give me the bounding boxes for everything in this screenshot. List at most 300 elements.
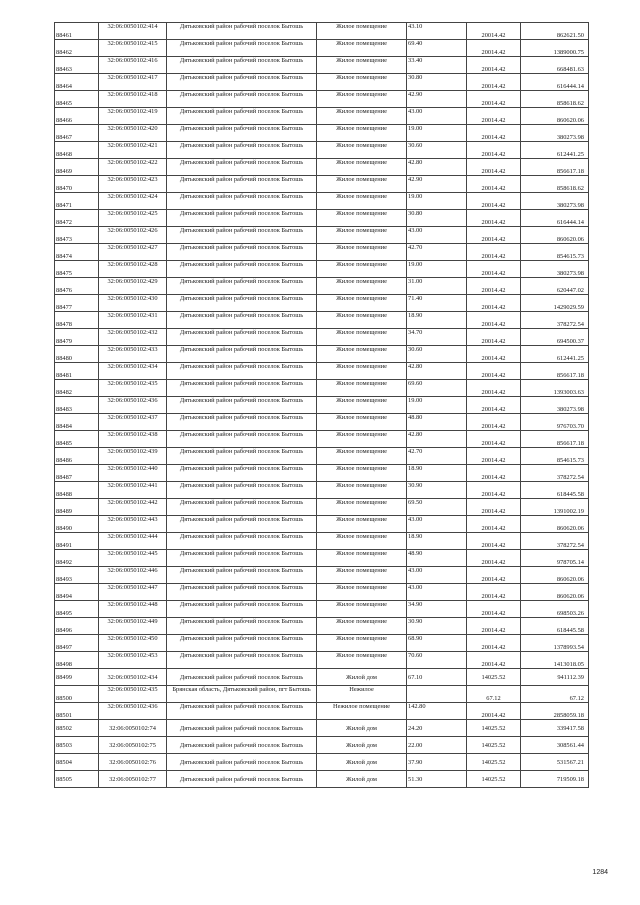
rate-cell: 20014.42 xyxy=(467,108,521,125)
area-cell: 42.80 xyxy=(407,363,467,380)
address-cell: Дятьковский район рабочий поселок Бытошь xyxy=(167,720,317,737)
cadastral-number-cell: 32:06:0050102:424 xyxy=(99,193,167,210)
cadastral-value-cell: 941112.39 xyxy=(521,669,589,686)
cadastral-value-cell: 308561.44 xyxy=(521,737,589,754)
area-cell: 43.00 xyxy=(407,584,467,601)
table-row xyxy=(55,465,589,482)
row-number-cell: 88462 xyxy=(55,40,99,57)
cadastral-number-cell: 32:06:0050102:449 xyxy=(99,618,167,635)
table-row xyxy=(55,108,589,125)
address-cell: Дятьковский район рабочий поселок Бытошь xyxy=(167,771,317,788)
address-cell: Дятьковский район рабочий поселок Бытошь xyxy=(167,176,317,193)
cadastral-value-cell: 862621.50 xyxy=(521,23,589,40)
address-cell: Дятьковский район рабочий поселок Бытошь xyxy=(167,618,317,635)
address-cell: Дятьковский район рабочий поселок Бытошь xyxy=(167,567,317,584)
row-number-cell: 88485 xyxy=(55,431,99,448)
table-row xyxy=(55,193,589,210)
property-type-cell: Жилой дом xyxy=(317,754,407,771)
area-cell: 34.90 xyxy=(407,601,467,618)
rate-cell: 20014.42 xyxy=(467,397,521,414)
area-cell: 19.00 xyxy=(407,125,467,142)
row-number-cell: 88488 xyxy=(55,482,99,499)
cadastral-number-cell: 32:06:0050102:430 xyxy=(99,295,167,312)
area-cell: 42.90 xyxy=(407,91,467,108)
area-cell: 43.00 xyxy=(407,567,467,584)
rate-cell: 20014.42 xyxy=(467,550,521,567)
address-cell: Дятьковский район рабочий поселок Бытошь xyxy=(167,261,317,278)
property-table xyxy=(54,22,589,788)
cadastral-number-cell: 32:06:0050102:427 xyxy=(99,244,167,261)
row-number-cell: 88472 xyxy=(55,210,99,227)
table-row xyxy=(55,533,589,550)
cadastral-value-cell: 380273.98 xyxy=(521,261,589,278)
area-cell: 30.90 xyxy=(407,482,467,499)
cadastral-value-cell: 1389000.75 xyxy=(521,40,589,57)
rate-cell: 20014.42 xyxy=(467,346,521,363)
area-cell: 37.90 xyxy=(407,754,467,771)
rate-cell: 14025.52 xyxy=(467,737,521,754)
row-number-cell: 88502 xyxy=(55,720,99,737)
row-number-cell: 88466 xyxy=(55,108,99,125)
cadastral-value-cell: 612441.25 xyxy=(521,142,589,159)
cadastral-number-cell: 32:06:0050102:421 xyxy=(99,142,167,159)
table-row xyxy=(55,516,589,533)
row-number-cell: 88480 xyxy=(55,346,99,363)
address-cell: Дятьковский район рабочий поселок Бытошь xyxy=(167,754,317,771)
area-cell: 30.90 xyxy=(407,618,467,635)
row-number-cell: 88476 xyxy=(55,278,99,295)
property-type-cell: Жилое помещение xyxy=(317,397,407,414)
rate-cell: 20014.42 xyxy=(467,448,521,465)
address-cell: Дятьковский район рабочий поселок Бытошь xyxy=(167,142,317,159)
address-cell: Дятьковский район рабочий поселок Бытошь xyxy=(167,57,317,74)
property-type-cell: Жилое помещение xyxy=(317,414,407,431)
property-type-cell: Жилое помещение xyxy=(317,567,407,584)
property-type-cell: Жилое помещение xyxy=(317,618,407,635)
row-number-cell: 88471 xyxy=(55,193,99,210)
property-type-cell: Жилое помещение xyxy=(317,601,407,618)
table-row xyxy=(55,295,589,312)
cadastral-value-cell: 698503.26 xyxy=(521,601,589,618)
cadastral-value-cell: 860620.06 xyxy=(521,516,589,533)
address-cell: Дятьковский район рабочий поселок Бытошь xyxy=(167,533,317,550)
cadastral-value-cell: 854615.73 xyxy=(521,448,589,465)
property-type-cell: Жилое помещение xyxy=(317,499,407,516)
area-cell: 42.70 xyxy=(407,244,467,261)
address-cell: Дятьковский район рабочий поселок Бытошь xyxy=(167,397,317,414)
cadastral-value-cell: 978705.14 xyxy=(521,550,589,567)
property-type-cell: Жилое помещение xyxy=(317,312,407,329)
area-cell: 69.40 xyxy=(407,40,467,57)
area-cell: 30.60 xyxy=(407,142,467,159)
cadastral-value-cell: 858618.62 xyxy=(521,91,589,108)
property-type-cell: Жилое помещение xyxy=(317,193,407,210)
rate-cell: 20014.42 xyxy=(467,312,521,329)
rate-cell: 20014.42 xyxy=(467,329,521,346)
row-number-cell: 88500 xyxy=(55,686,99,703)
cadastral-number-cell: 32:06:0050102:417 xyxy=(99,74,167,91)
table-row xyxy=(55,737,589,754)
cadastral-value-cell: 67.12 xyxy=(521,686,589,703)
area-cell: 19.00 xyxy=(407,193,467,210)
address-cell: Дятьковский район рабочий поселок Бытошь xyxy=(167,159,317,176)
property-type-cell: Жилое помещение xyxy=(317,227,407,244)
cadastral-value-cell: 378272.54 xyxy=(521,533,589,550)
row-number-cell: 88490 xyxy=(55,516,99,533)
rate-cell: 14025.52 xyxy=(467,720,521,737)
table-row xyxy=(55,159,589,176)
address-cell: Дятьковский район рабочий поселок Бытошь xyxy=(167,431,317,448)
table-row xyxy=(55,754,589,771)
area-cell: 30.80 xyxy=(407,210,467,227)
cadastral-number-cell: 32:06:0050102:419 xyxy=(99,108,167,125)
row-number-cell: 88493 xyxy=(55,567,99,584)
property-type-cell: Жилое помещение xyxy=(317,23,407,40)
cadastral-number-cell: 32:06:0050102:418 xyxy=(99,91,167,108)
rate-cell: 20014.42 xyxy=(467,499,521,516)
cadastral-number-cell: 32:06:0050102:433 xyxy=(99,346,167,363)
cadastral-number-cell: 32:06:0050102:75 xyxy=(99,737,167,754)
cadastral-value-cell: 1391002.19 xyxy=(521,499,589,516)
page-number: 1284 xyxy=(592,869,608,876)
area-cell: 43.10 xyxy=(407,23,467,40)
property-type-cell: Жилой дом xyxy=(317,771,407,788)
property-type-cell: Жилой дом xyxy=(317,737,407,754)
property-type-cell: Жилое помещение xyxy=(317,91,407,108)
table-row xyxy=(55,227,589,244)
cadastral-value-cell: 620447.02 xyxy=(521,278,589,295)
area-cell: 18.90 xyxy=(407,312,467,329)
address-cell: Дятьковский район рабочий поселок Бытошь xyxy=(167,482,317,499)
area-cell: 142.80 xyxy=(407,703,467,720)
property-type-cell: Жилое помещение xyxy=(317,244,407,261)
rate-cell: 20014.42 xyxy=(467,210,521,227)
area-cell: 43.00 xyxy=(407,516,467,533)
rate-cell: 20014.42 xyxy=(467,431,521,448)
cadastral-number-cell: 32:06:0050102:445 xyxy=(99,550,167,567)
address-cell: Дятьковский район рабочий поселок Бытошь xyxy=(167,23,317,40)
rate-cell: 20014.42 xyxy=(467,193,521,210)
row-number-cell: 88486 xyxy=(55,448,99,465)
cadastral-value-cell: 612441.25 xyxy=(521,346,589,363)
cadastral-number-cell: 32:06:0050102:453 xyxy=(99,652,167,669)
row-number-cell: 88492 xyxy=(55,550,99,567)
address-cell: Брянская область, Дятьковский район, пгт Бытошь xyxy=(167,686,317,703)
property-type-cell: Жилое помещение xyxy=(317,448,407,465)
cadastral-value-cell: 378272.54 xyxy=(521,312,589,329)
property-type-cell: Жилой дом xyxy=(317,720,407,737)
rate-cell: 20014.42 xyxy=(467,703,521,720)
area-cell: 30.80 xyxy=(407,74,467,91)
address-cell: Дятьковский район рабочий поселок Бытошь xyxy=(167,244,317,261)
area-cell: 42.70 xyxy=(407,448,467,465)
address-cell: Дятьковский район рабочий поселок Бытошь xyxy=(167,499,317,516)
property-type-cell: Жилое помещение xyxy=(317,465,407,482)
cadastral-number-cell: 32:06:0050102:438 xyxy=(99,431,167,448)
cadastral-value-cell: 616444.14 xyxy=(521,210,589,227)
address-cell: Дятьковский район рабочий поселок Бытошь xyxy=(167,193,317,210)
address-cell: Дятьковский район рабочий поселок Бытошь xyxy=(167,91,317,108)
cadastral-number-cell: 32:06:0050102:442 xyxy=(99,499,167,516)
cadastral-number-cell: 32:06:0050102:422 xyxy=(99,159,167,176)
property-type-cell: Нежилое помещение xyxy=(317,703,407,720)
table-row xyxy=(55,720,589,737)
rate-cell: 20014.42 xyxy=(467,635,521,652)
cadastral-number-cell: 32:06:0050102:414 xyxy=(99,23,167,40)
table-row xyxy=(55,278,589,295)
address-cell: Дятьковский район рабочий поселок Бытошь xyxy=(167,295,317,312)
table-row xyxy=(55,618,589,635)
area-cell: 22.00 xyxy=(407,737,467,754)
rate-cell: 20014.42 xyxy=(467,159,521,176)
table-row xyxy=(55,550,589,567)
cadastral-number-cell: 32:06:0050102:434 xyxy=(99,363,167,380)
cadastral-value-cell: 860620.06 xyxy=(521,567,589,584)
cadastral-number-cell: 32:06:0050102:415 xyxy=(99,40,167,57)
rate-cell: 20014.42 xyxy=(467,176,521,193)
cadastral-number-cell: 32:06:0050102:437 xyxy=(99,414,167,431)
area-cell: 43.00 xyxy=(407,227,467,244)
cadastral-number-cell: 32:06:0050102:434 xyxy=(99,669,167,686)
cadastral-number-cell: 32:06:0050102:432 xyxy=(99,329,167,346)
address-cell: Дятьковский район рабочий поселок Бытошь xyxy=(167,652,317,669)
property-type-cell: Нежилое xyxy=(317,686,407,703)
cadastral-value-cell: 380273.98 xyxy=(521,193,589,210)
address-cell: Дятьковский район рабочий поселок Бытошь xyxy=(167,278,317,295)
area-cell: 42.80 xyxy=(407,431,467,448)
cadastral-value-cell: 860620.06 xyxy=(521,584,589,601)
table-row xyxy=(55,703,589,720)
cadastral-value-cell: 1413018.05 xyxy=(521,652,589,669)
cadastral-value-cell: 380273.98 xyxy=(521,125,589,142)
area-cell: 42.90 xyxy=(407,176,467,193)
table-row xyxy=(55,448,589,465)
rate-cell: 20014.42 xyxy=(467,261,521,278)
property-type-cell: Жилое помещение xyxy=(317,176,407,193)
address-cell: Дятьковский район рабочий поселок Бытошь xyxy=(167,414,317,431)
row-number-cell: 88487 xyxy=(55,465,99,482)
address-cell: Дятьковский район рабочий поселок Бытошь xyxy=(167,737,317,754)
row-number-cell: 88497 xyxy=(55,635,99,652)
area-cell: 68.90 xyxy=(407,635,467,652)
property-type-cell: Жилое помещение xyxy=(317,74,407,91)
cadastral-value-cell: 378272.54 xyxy=(521,465,589,482)
address-cell: Дятьковский район рабочий поселок Бытошь xyxy=(167,465,317,482)
row-number-cell: 88461 xyxy=(55,23,99,40)
table-row xyxy=(55,567,589,584)
row-number-cell: 88479 xyxy=(55,329,99,346)
rate-cell: 14025.52 xyxy=(467,771,521,788)
cadastral-value-cell: 618445.58 xyxy=(521,618,589,635)
cadastral-number-cell: 32:06:0050102:426 xyxy=(99,227,167,244)
cadastral-value-cell: 858618.62 xyxy=(521,176,589,193)
address-cell: Дятьковский район рабочий поселок Бытошь xyxy=(167,363,317,380)
address-cell: Дятьковский район рабочий поселок Бытошь xyxy=(167,601,317,618)
row-number-cell: 88499 xyxy=(55,669,99,686)
area-cell: 18.90 xyxy=(407,533,467,550)
cadastral-value-cell: 1393003.63 xyxy=(521,380,589,397)
property-type-cell: Жилое помещение xyxy=(317,210,407,227)
table-row xyxy=(55,686,589,703)
address-cell: Дятьковский район рабочий поселок Бытошь xyxy=(167,380,317,397)
row-number-cell: 88468 xyxy=(55,142,99,159)
area-cell xyxy=(407,686,467,703)
table-row xyxy=(55,669,589,686)
row-number-cell: 88469 xyxy=(55,159,99,176)
address-cell: Дятьковский район рабочий поселок Бытошь xyxy=(167,74,317,91)
address-cell: Дятьковский район рабочий поселок Бытошь xyxy=(167,703,317,720)
table-body xyxy=(55,23,589,788)
table-row xyxy=(55,329,589,346)
row-number-cell: 88463 xyxy=(55,57,99,74)
cadastral-number-cell: 32:06:0050102:439 xyxy=(99,448,167,465)
table-row xyxy=(55,380,589,397)
cadastral-value-cell: 1378993.54 xyxy=(521,635,589,652)
rate-cell: 20014.42 xyxy=(467,91,521,108)
cadastral-number-cell: 32:06:0050102:435 xyxy=(99,380,167,397)
cadastral-number-cell: 32:06:0050102:436 xyxy=(99,397,167,414)
property-type-cell: Жилое помещение xyxy=(317,346,407,363)
address-cell: Дятьковский район рабочий поселок Бытошь xyxy=(167,312,317,329)
address-cell: Дятьковский район рабочий поселок Бытошь xyxy=(167,40,317,57)
table-row xyxy=(55,40,589,57)
address-cell: Дятьковский район рабочий поселок Бытошь xyxy=(167,227,317,244)
rate-cell: 20014.42 xyxy=(467,652,521,669)
table-row xyxy=(55,601,589,618)
cadastral-number-cell: 32:06:0050102:77 xyxy=(99,771,167,788)
row-number-cell: 88505 xyxy=(55,771,99,788)
rate-cell: 20014.42 xyxy=(467,618,521,635)
rate-cell: 20014.42 xyxy=(467,125,521,142)
cadastral-value-cell: 618445.58 xyxy=(521,482,589,499)
address-cell: Дятьковский район рабочий поселок Бытошь xyxy=(167,669,317,686)
property-type-cell: Жилое помещение xyxy=(317,635,407,652)
rate-cell: 20014.42 xyxy=(467,533,521,550)
row-number-cell: 88496 xyxy=(55,618,99,635)
rate-cell: 20014.42 xyxy=(467,244,521,261)
cadastral-value-cell: 668481.63 xyxy=(521,57,589,74)
table-row xyxy=(55,346,589,363)
row-number-cell: 88474 xyxy=(55,244,99,261)
cadastral-value-cell: 856617.18 xyxy=(521,363,589,380)
area-cell: 69.60 xyxy=(407,380,467,397)
cadastral-value-cell: 1429029.59 xyxy=(521,295,589,312)
rate-cell: 20014.42 xyxy=(467,567,521,584)
area-cell: 48.80 xyxy=(407,414,467,431)
table-row xyxy=(55,23,589,40)
table-row xyxy=(55,210,589,227)
cadastral-number-cell: 32:06:0050102:431 xyxy=(99,312,167,329)
rate-cell: 20014.42 xyxy=(467,40,521,57)
table-row xyxy=(55,771,589,788)
rate-cell: 20014.42 xyxy=(467,380,521,397)
row-number-cell: 88494 xyxy=(55,584,99,601)
row-number-cell: 88489 xyxy=(55,499,99,516)
address-cell: Дятьковский район рабочий поселок Бытошь xyxy=(167,210,317,227)
property-type-cell: Жилое помещение xyxy=(317,516,407,533)
address-cell: Дятьковский район рабочий поселок Бытошь xyxy=(167,550,317,567)
cadastral-number-cell: 32:06:0050102:428 xyxy=(99,261,167,278)
property-type-cell: Жилое помещение xyxy=(317,159,407,176)
row-number-cell: 88483 xyxy=(55,397,99,414)
table-row xyxy=(55,57,589,74)
cadastral-number-cell: 32:06:0050102:450 xyxy=(99,635,167,652)
property-type-cell: Жилое помещение xyxy=(317,57,407,74)
rate-cell: 14025.52 xyxy=(467,669,521,686)
table-row xyxy=(55,312,589,329)
table-row xyxy=(55,499,589,516)
property-type-cell: Жилое помещение xyxy=(317,40,407,57)
rate-cell: 14025.52 xyxy=(467,754,521,771)
property-type-cell: Жилое помещение xyxy=(317,533,407,550)
cadastral-value-cell: 339417.58 xyxy=(521,720,589,737)
cadastral-number-cell: 32:06:0050102:435 xyxy=(99,686,167,703)
address-cell: Дятьковский район рабочий поселок Бытошь xyxy=(167,584,317,601)
cadastral-number-cell: 32:06:0050102:425 xyxy=(99,210,167,227)
property-type-cell: Жилое помещение xyxy=(317,329,407,346)
area-cell: 24.20 xyxy=(407,720,467,737)
cadastral-number-cell: 32:06:0050102:444 xyxy=(99,533,167,550)
area-cell: 33.40 xyxy=(407,57,467,74)
rate-cell: 20014.42 xyxy=(467,465,521,482)
property-type-cell: Жилое помещение xyxy=(317,652,407,669)
area-cell: 67.10 xyxy=(407,669,467,686)
area-cell: 43.00 xyxy=(407,108,467,125)
row-number-cell: 88467 xyxy=(55,125,99,142)
rate-cell: 67.12 xyxy=(467,686,521,703)
cadastral-number-cell: 32:06:0050102:446 xyxy=(99,567,167,584)
table-row xyxy=(55,652,589,669)
address-cell: Дятьковский район рабочий поселок Бытошь xyxy=(167,635,317,652)
area-cell: 31.00 xyxy=(407,278,467,295)
property-type-cell: Жилое помещение xyxy=(317,363,407,380)
address-cell: Дятьковский район рабочий поселок Бытошь xyxy=(167,516,317,533)
cadastral-value-cell: 531567.21 xyxy=(521,754,589,771)
rate-cell: 20014.42 xyxy=(467,142,521,159)
area-cell: 18.90 xyxy=(407,465,467,482)
area-cell: 71.40 xyxy=(407,295,467,312)
cadastral-number-cell: 32:06:0050102:447 xyxy=(99,584,167,601)
cadastral-number-cell: 32:06:0050102:448 xyxy=(99,601,167,618)
cadastral-value-cell: 616444.14 xyxy=(521,74,589,91)
table-row xyxy=(55,584,589,601)
rate-cell: 20014.42 xyxy=(467,278,521,295)
rate-cell: 20014.42 xyxy=(467,482,521,499)
property-type-cell: Жилое помещение xyxy=(317,125,407,142)
area-cell: 34.70 xyxy=(407,329,467,346)
rate-cell: 20014.42 xyxy=(467,57,521,74)
table-row xyxy=(55,431,589,448)
cadastral-value-cell: 719509.18 xyxy=(521,771,589,788)
row-number-cell: 88473 xyxy=(55,227,99,244)
row-number-cell: 88470 xyxy=(55,176,99,193)
address-cell: Дятьковский район рабочий поселок Бытошь xyxy=(167,448,317,465)
property-type-cell: Жилое помещение xyxy=(317,584,407,601)
rate-cell: 20014.42 xyxy=(467,74,521,91)
area-cell: 30.60 xyxy=(407,346,467,363)
table-row xyxy=(55,414,589,431)
row-number-cell: 88477 xyxy=(55,295,99,312)
property-type-cell: Жилое помещение xyxy=(317,482,407,499)
property-type-cell: Жилое помещение xyxy=(317,550,407,567)
cadastral-number-cell: 32:06:0050102:420 xyxy=(99,125,167,142)
address-cell: Дятьковский район рабочий поселок Бытошь xyxy=(167,346,317,363)
cadastral-value-cell: 856617.18 xyxy=(521,159,589,176)
cadastral-value-cell: 380273.98 xyxy=(521,397,589,414)
area-cell: 42.80 xyxy=(407,159,467,176)
rate-cell: 20014.42 xyxy=(467,414,521,431)
cadastral-number-cell: 32:06:0050102:443 xyxy=(99,516,167,533)
